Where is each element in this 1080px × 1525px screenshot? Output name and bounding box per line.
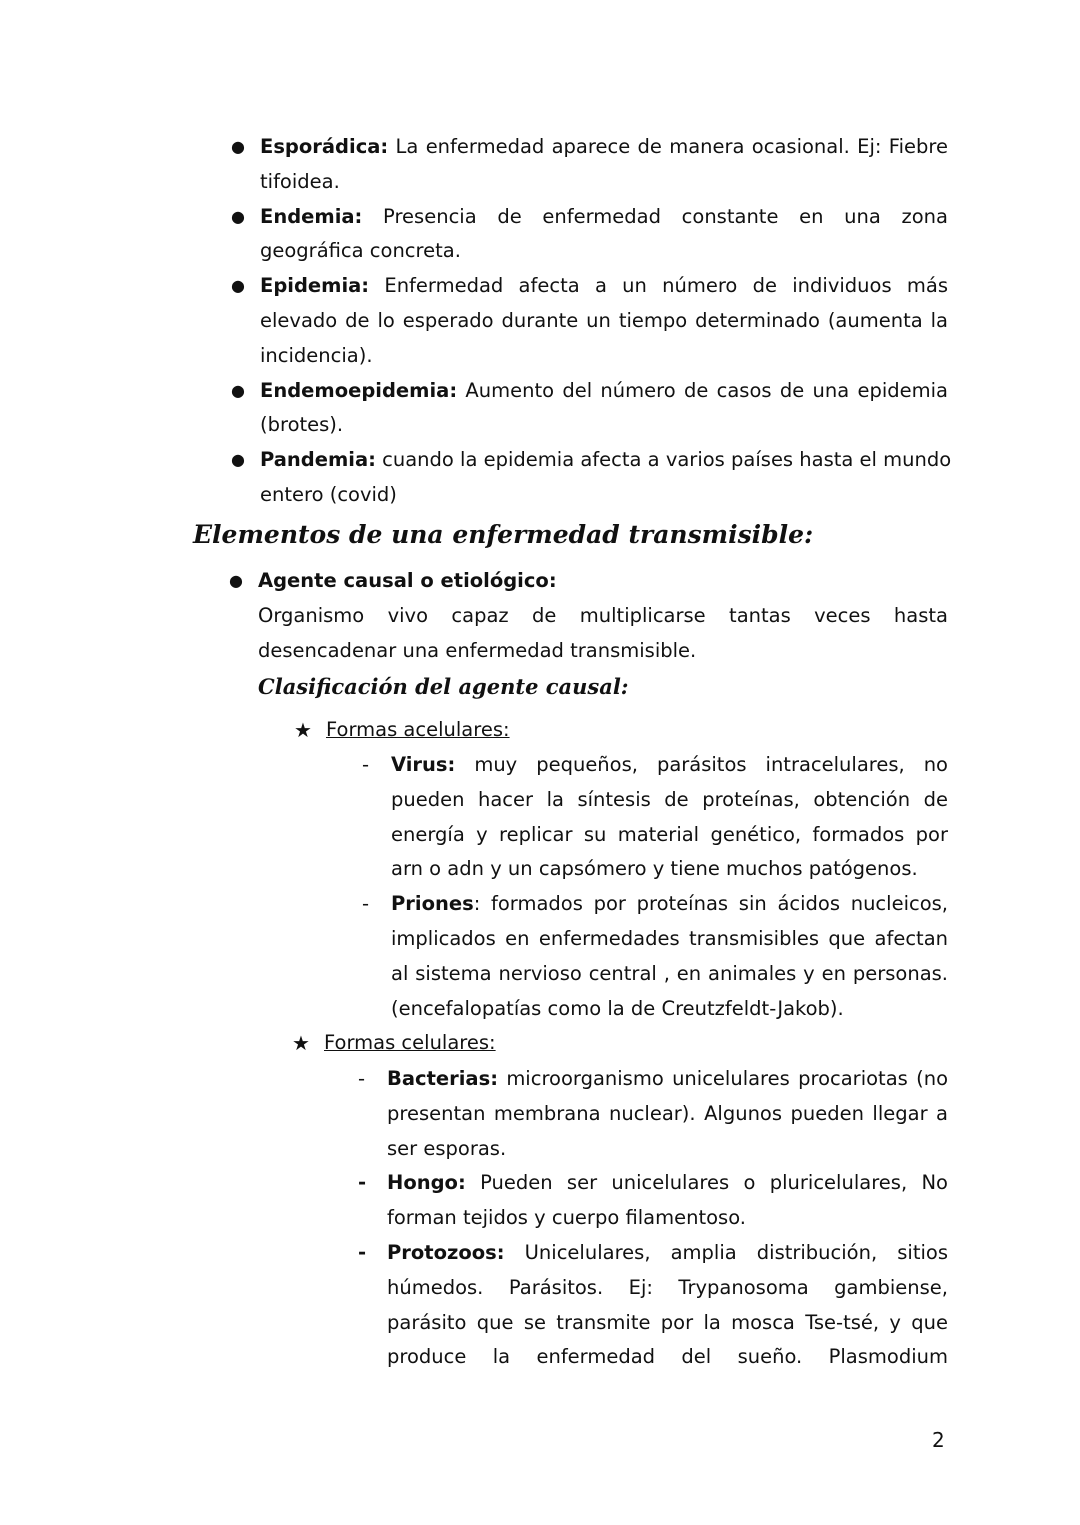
celulares-list [358, 1062, 948, 1375]
text: Presencia de enfermedad constante en una zona [383, 204, 948, 228]
bullet-icon: ● [231, 276, 245, 296]
list-item [231, 130, 948, 200]
dash-icon: - [358, 1240, 367, 1264]
bullet-icon: ● [231, 380, 245, 400]
term: Agente causal o etiológico: [258, 569, 557, 592]
text: húmedos. Parásitos. Ej: Trypanosoma gambiense, [387, 1275, 948, 1299]
text: implicados en enfermedades transmisibles que afectan [391, 926, 948, 950]
term: Hongo: [387, 1171, 466, 1195]
text: arn o adn y un capsómero y tiene muchos patógenos. [391, 857, 918, 881]
dash-icon: - [358, 1067, 366, 1090]
acelulares-list [362, 748, 948, 1026]
text: muy pequeños, parásitos intracelulares, no [474, 753, 948, 776]
term: Endemia: [260, 204, 363, 228]
text: cuando la epidemia afecta a varios países hasta el mundo [382, 448, 952, 472]
bullet-icon: ● [231, 137, 245, 156]
list-item [358, 1166, 948, 1236]
list-item [231, 269, 948, 373]
term: Bacterias: [387, 1067, 498, 1090]
text: desencadenar una enfermedad transmisible. [258, 638, 697, 662]
text: (encefalopatías como la de Creutzfeldt-Jakob). [391, 996, 844, 1020]
text: Aumento del número de casos de una epidemia [465, 378, 948, 402]
term: Pandemia: [260, 448, 376, 472]
dash-icon: - [362, 892, 370, 916]
text: pueden hacer la síntesis de proteínas, obtención de [391, 787, 948, 811]
text: produce la enfermedad del sueño. Plasmodium [387, 1345, 948, 1369]
text: : formados por proteínas sin ácidos nucleicos, [473, 892, 948, 916]
agent-item [229, 564, 948, 668]
term: Priones [391, 892, 474, 916]
text: geográfica concreta. [260, 239, 461, 263]
term: Esporádica: [260, 135, 389, 158]
bullet-icon: ● [229, 571, 243, 590]
dash-icon: - [358, 1171, 367, 1195]
text: La enfermedad aparece de manera ocasional. Ej: Fiebre [395, 135, 948, 158]
epidemiology-list [231, 130, 952, 513]
list-item [362, 887, 948, 1026]
text: Pueden ser unicelulares o pluricelulares, No [480, 1171, 948, 1195]
text: forman tejidos y cuerpo filamentoso. [387, 1206, 746, 1230]
text: presentan membrana nuclear). Algunos pueden llegar a [387, 1101, 948, 1125]
text: incidencia). [260, 343, 373, 367]
list-item [358, 1062, 948, 1166]
list-item [231, 200, 948, 270]
bullet-icon: ● [231, 450, 245, 470]
text: elevado de lo esperado durante un tiempo determinado (aumenta la [260, 308, 948, 332]
section-heading: Elementos de una enfermedad transmisible: [193, 520, 814, 549]
list-item [362, 748, 948, 887]
page-number: 2 [932, 1428, 945, 1452]
text: al sistema nervioso central , en animales y en personas. [391, 961, 948, 985]
text: Enfermedad afecta a un número de individuos más [384, 274, 948, 298]
text: Organismo vivo capaz de multiplicarse tantas veces hasta [258, 603, 948, 627]
dash-icon: - [362, 753, 370, 776]
text: tifoidea. [260, 169, 340, 193]
text: microorganismo unicelulares procariotas (no [506, 1067, 948, 1090]
term: Virus: [391, 753, 456, 776]
term: Epidemia: [260, 274, 370, 298]
text: parásito que se transmite por la mosca Tse-tsé, y que [387, 1310, 948, 1334]
star-icon: ★ [292, 1031, 310, 1055]
bullet-icon: ● [231, 206, 245, 226]
text: (brotes). [260, 413, 344, 437]
star-icon: ★ [294, 718, 312, 742]
text: entero (covid) [260, 482, 397, 506]
list-item [358, 1236, 948, 1375]
text: energía y replicar su material genético, formados por [391, 822, 948, 846]
term: Protozoos: [387, 1240, 505, 1264]
term: Endemoepidemia: [260, 378, 458, 402]
subsection-heading: Clasificación del agente causal: [258, 674, 629, 699]
list-item [231, 443, 952, 513]
celulares-label: ★ Formas celulares: [324, 1026, 496, 1061]
list-item [231, 374, 948, 444]
text: ser esporas. [387, 1136, 507, 1160]
text: Unicelulares, amplia distribución, sitios [524, 1240, 948, 1264]
acelulares-label: ★ Formas acelulares: [326, 713, 510, 748]
